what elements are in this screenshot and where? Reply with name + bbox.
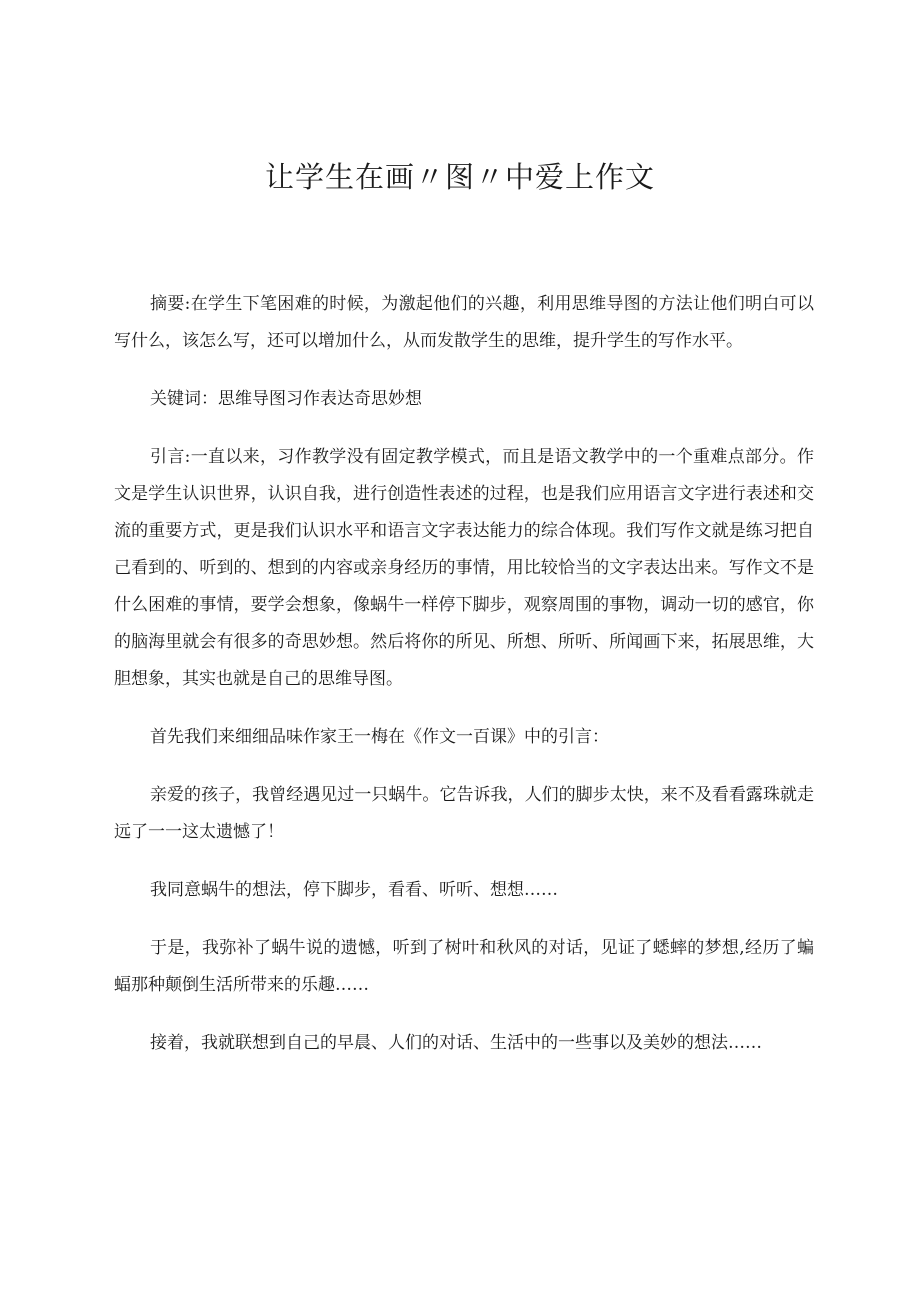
- introduction-paragraph: 引言:一直以来，习作教学没有固定教学模式，而且是语文教学中的一个重难点部分。作文是学生认识世界，认识自我，进行创造性表述的过程，也是我们应用语言文字进行表述和交流的重要方式，更是我们认识水平和语言文字表达能力的综合体现。我们写作文就是练习把自己看到的、听到的、想到的内容或亲身经历的事情，用比较恰当的文字表达出来。写作文不是什么困难的事情，要学会想象，像蜗牛一样停下脚步，观察周围的事物，调动一切的感官，你的脑海里就会有很多的奇思妙想。然后将你的所见、所想、所听、所闻画下来，拓展思维，大胆想象，其实也就是自己的思维导图。: [114, 447, 814, 689]
- quote-paragraph: 我同意蜗牛的想法，停下脚步，看看、听听、想想……: [150, 880, 558, 900]
- abstract-paragraph: 摘要:在学生下笔困难的时候，为激起他们的兴趣，利用思维导图的方法让他们明白可以写什么，该怎么写，还可以增加什么，从而发散学生的思维，提升学生的写作水平。: [114, 294, 814, 351]
- quote-paragraph: 亲爱的孩子，我曾经遇见过一只蜗牛。它告诉我，人们的脚步太快，来不及看看露珠就走远了一一这太遗憾了！: [114, 785, 814, 842]
- quote-paragraph: 接着，我就联想到自己的早晨、人们的对话、生活中的一些事以及美妙的想法……: [150, 1033, 762, 1053]
- body-paragraph: 首先我们来细细品味作家王一梅在《作文一百课》中的引言：: [150, 727, 609, 747]
- document-title: 让学生在画〃图〃中爱上作文: [264, 160, 655, 194]
- document-body: [114, 286, 814, 1083]
- keywords-paragraph: 关键词：思维导图习作表达奇思妙想: [150, 389, 422, 409]
- quote-paragraph: 于是，我弥补了蜗牛说的遗憾，听到了树叶和秋风的对话，见证了蟋蟀的梦想,经历了蝙蝠那种颠倒生活所带来的乐趣……: [114, 938, 814, 995]
